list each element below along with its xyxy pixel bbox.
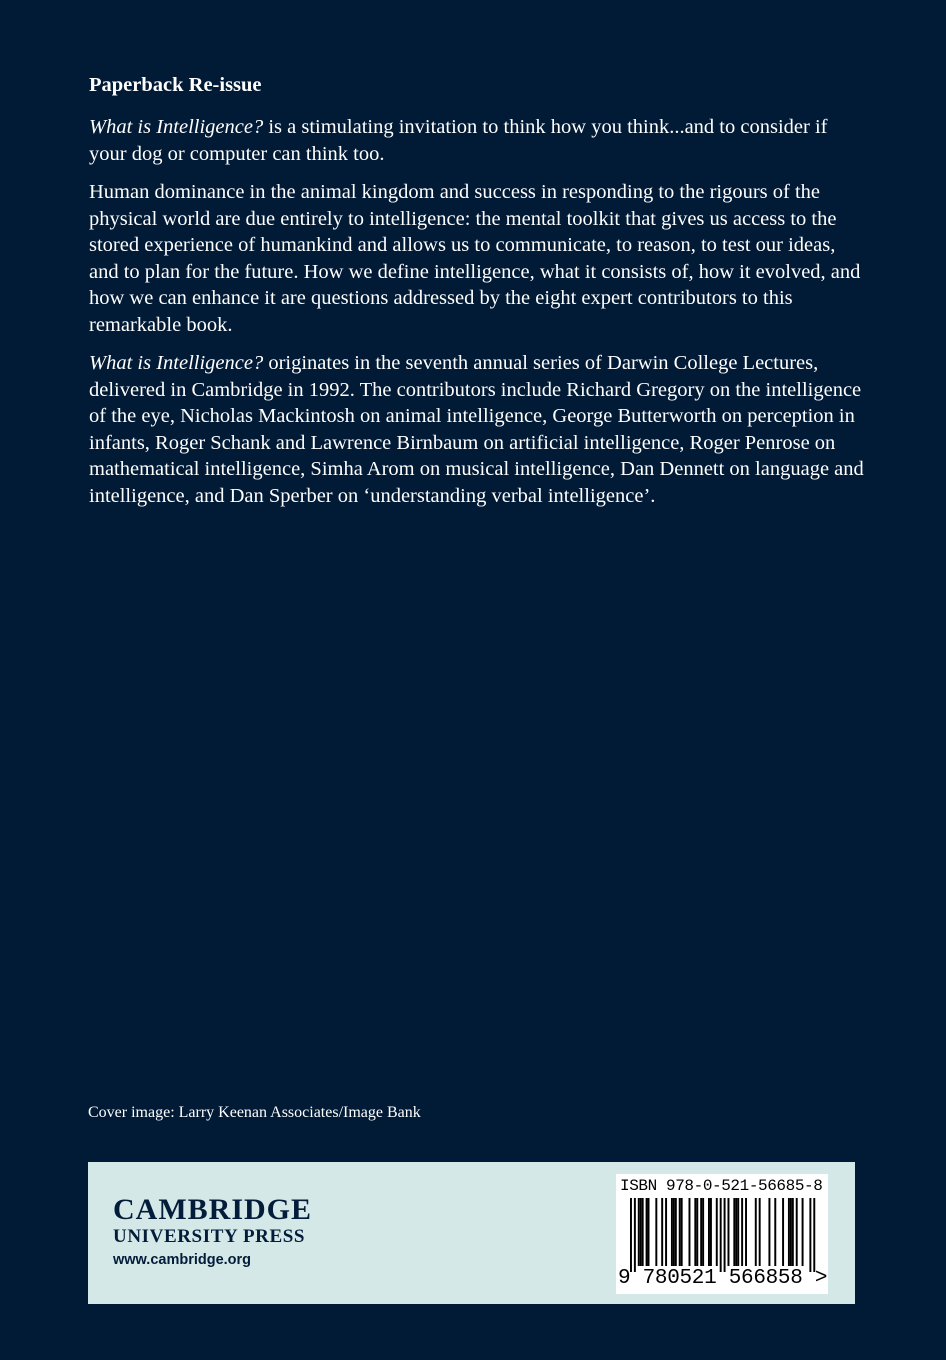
publisher-url: www.cambridge.org [113,1252,252,1268]
publisher-logo [113,1194,312,1270]
barcode-bar [792,1198,794,1266]
cover-image-credit: Cover image: Larry Keenan Associates/Image Bank [88,1104,421,1121]
barcode-bar [673,1198,675,1266]
barcode-bar [741,1198,743,1266]
publisher-subname: UNIVERSITY PRESS [113,1226,306,1247]
blurb-heading: Paperback Re-issue [89,74,262,96]
barcode-bar [813,1198,815,1272]
isbn-label: ISBN 978-0-521-56685-8 [620,1177,823,1195]
book-title-italic: What is Intelligence? [89,116,264,138]
barcode-bar [634,1198,636,1272]
book-title-italic: What is Intelligence? [89,352,264,374]
barcode-bar [720,1198,722,1272]
barcode-bar [735,1198,737,1266]
barcode-bar [675,1198,677,1266]
barcode-bar [710,1198,712,1266]
barcode-bar [768,1198,770,1266]
publisher-panel [88,1162,855,1304]
barcode-bar [737,1198,739,1266]
barcode-bar [681,1198,683,1266]
barcode-bar [728,1198,730,1266]
barcode-bar [638,1198,640,1266]
barcode-bar [724,1198,726,1272]
barcode-bar [679,1198,681,1266]
blurb-paragraph-2: Human dominance in the animal kingdom and success in responding to the rigours of the physical world are due entirely to intelligence: the mental toolkit that gives us access to the stored experience of humankind and allows us to communicate, to reason, to test our ideas, and to plan for the future. How we define intelligence, what it consists of, how it evolved, and how we can enhance it are questions addressed by the eight expert contributors to this remarkable book. [89,181,861,336]
blurb-paragraph-1 [89,114,869,167]
barcode-bar [796,1198,798,1266]
barcode-bar [790,1198,792,1266]
back-cover-blurb [89,70,869,521]
barcode-bar [655,1198,657,1266]
blurb-paragraph-1-text: is a stimulating invitation to think how you think...and to consider if your dog or computer can think too. [89,116,828,165]
ean-digits: 9 780521 566858 > [618,1267,828,1290]
isbn-barcode [616,1174,828,1294]
barcode-bar [708,1198,710,1266]
barcode-bar [745,1198,747,1266]
barcode-bar [671,1198,673,1266]
barcode-bar [788,1198,790,1266]
barcode-bar [809,1198,811,1272]
barcode-bar [661,1198,663,1266]
blurb-paragraph-3-text: originates in the seventh annual series of Darwin College Lectures, delivered in Cambridge in 1992. The contributors include Richard Gregory on the intelligence of the eye, Nicholas Mackintosh on animal intelligence, George Butterworth on perception in infants, Roger Schank and Lawrence Birnbaum on artificial intelligence, Roger Penrose on mathematical intelligence, Simha Arom on musical intelligence, Dan Dennett on language and intelligence, and Dan Sperber on ‘understanding verbal intelligence’. [89,352,864,507]
barcode-bar [716,1198,718,1266]
barcode-bar [630,1198,632,1272]
barcode-bar [759,1198,761,1266]
barcode-bar [774,1198,776,1266]
barcode-bar [702,1198,704,1266]
barcode-bar [733,1198,735,1266]
barcode-bar [700,1198,702,1266]
barcode-bar [802,1198,804,1266]
barcode-bar [646,1198,648,1266]
barcode-bar [648,1198,650,1266]
publisher-name: CAMBRIDGE [113,1193,313,1226]
barcode-bar [782,1198,784,1266]
barcode-bar [696,1198,698,1266]
barcode-bar [694,1198,696,1266]
barcode-bar [755,1198,757,1266]
blurb-paragraph-3 [89,350,869,509]
barcode-bar [689,1198,691,1266]
barcode-bar [640,1198,642,1266]
barcode-bar [642,1198,644,1266]
barcode-bar [665,1198,667,1266]
